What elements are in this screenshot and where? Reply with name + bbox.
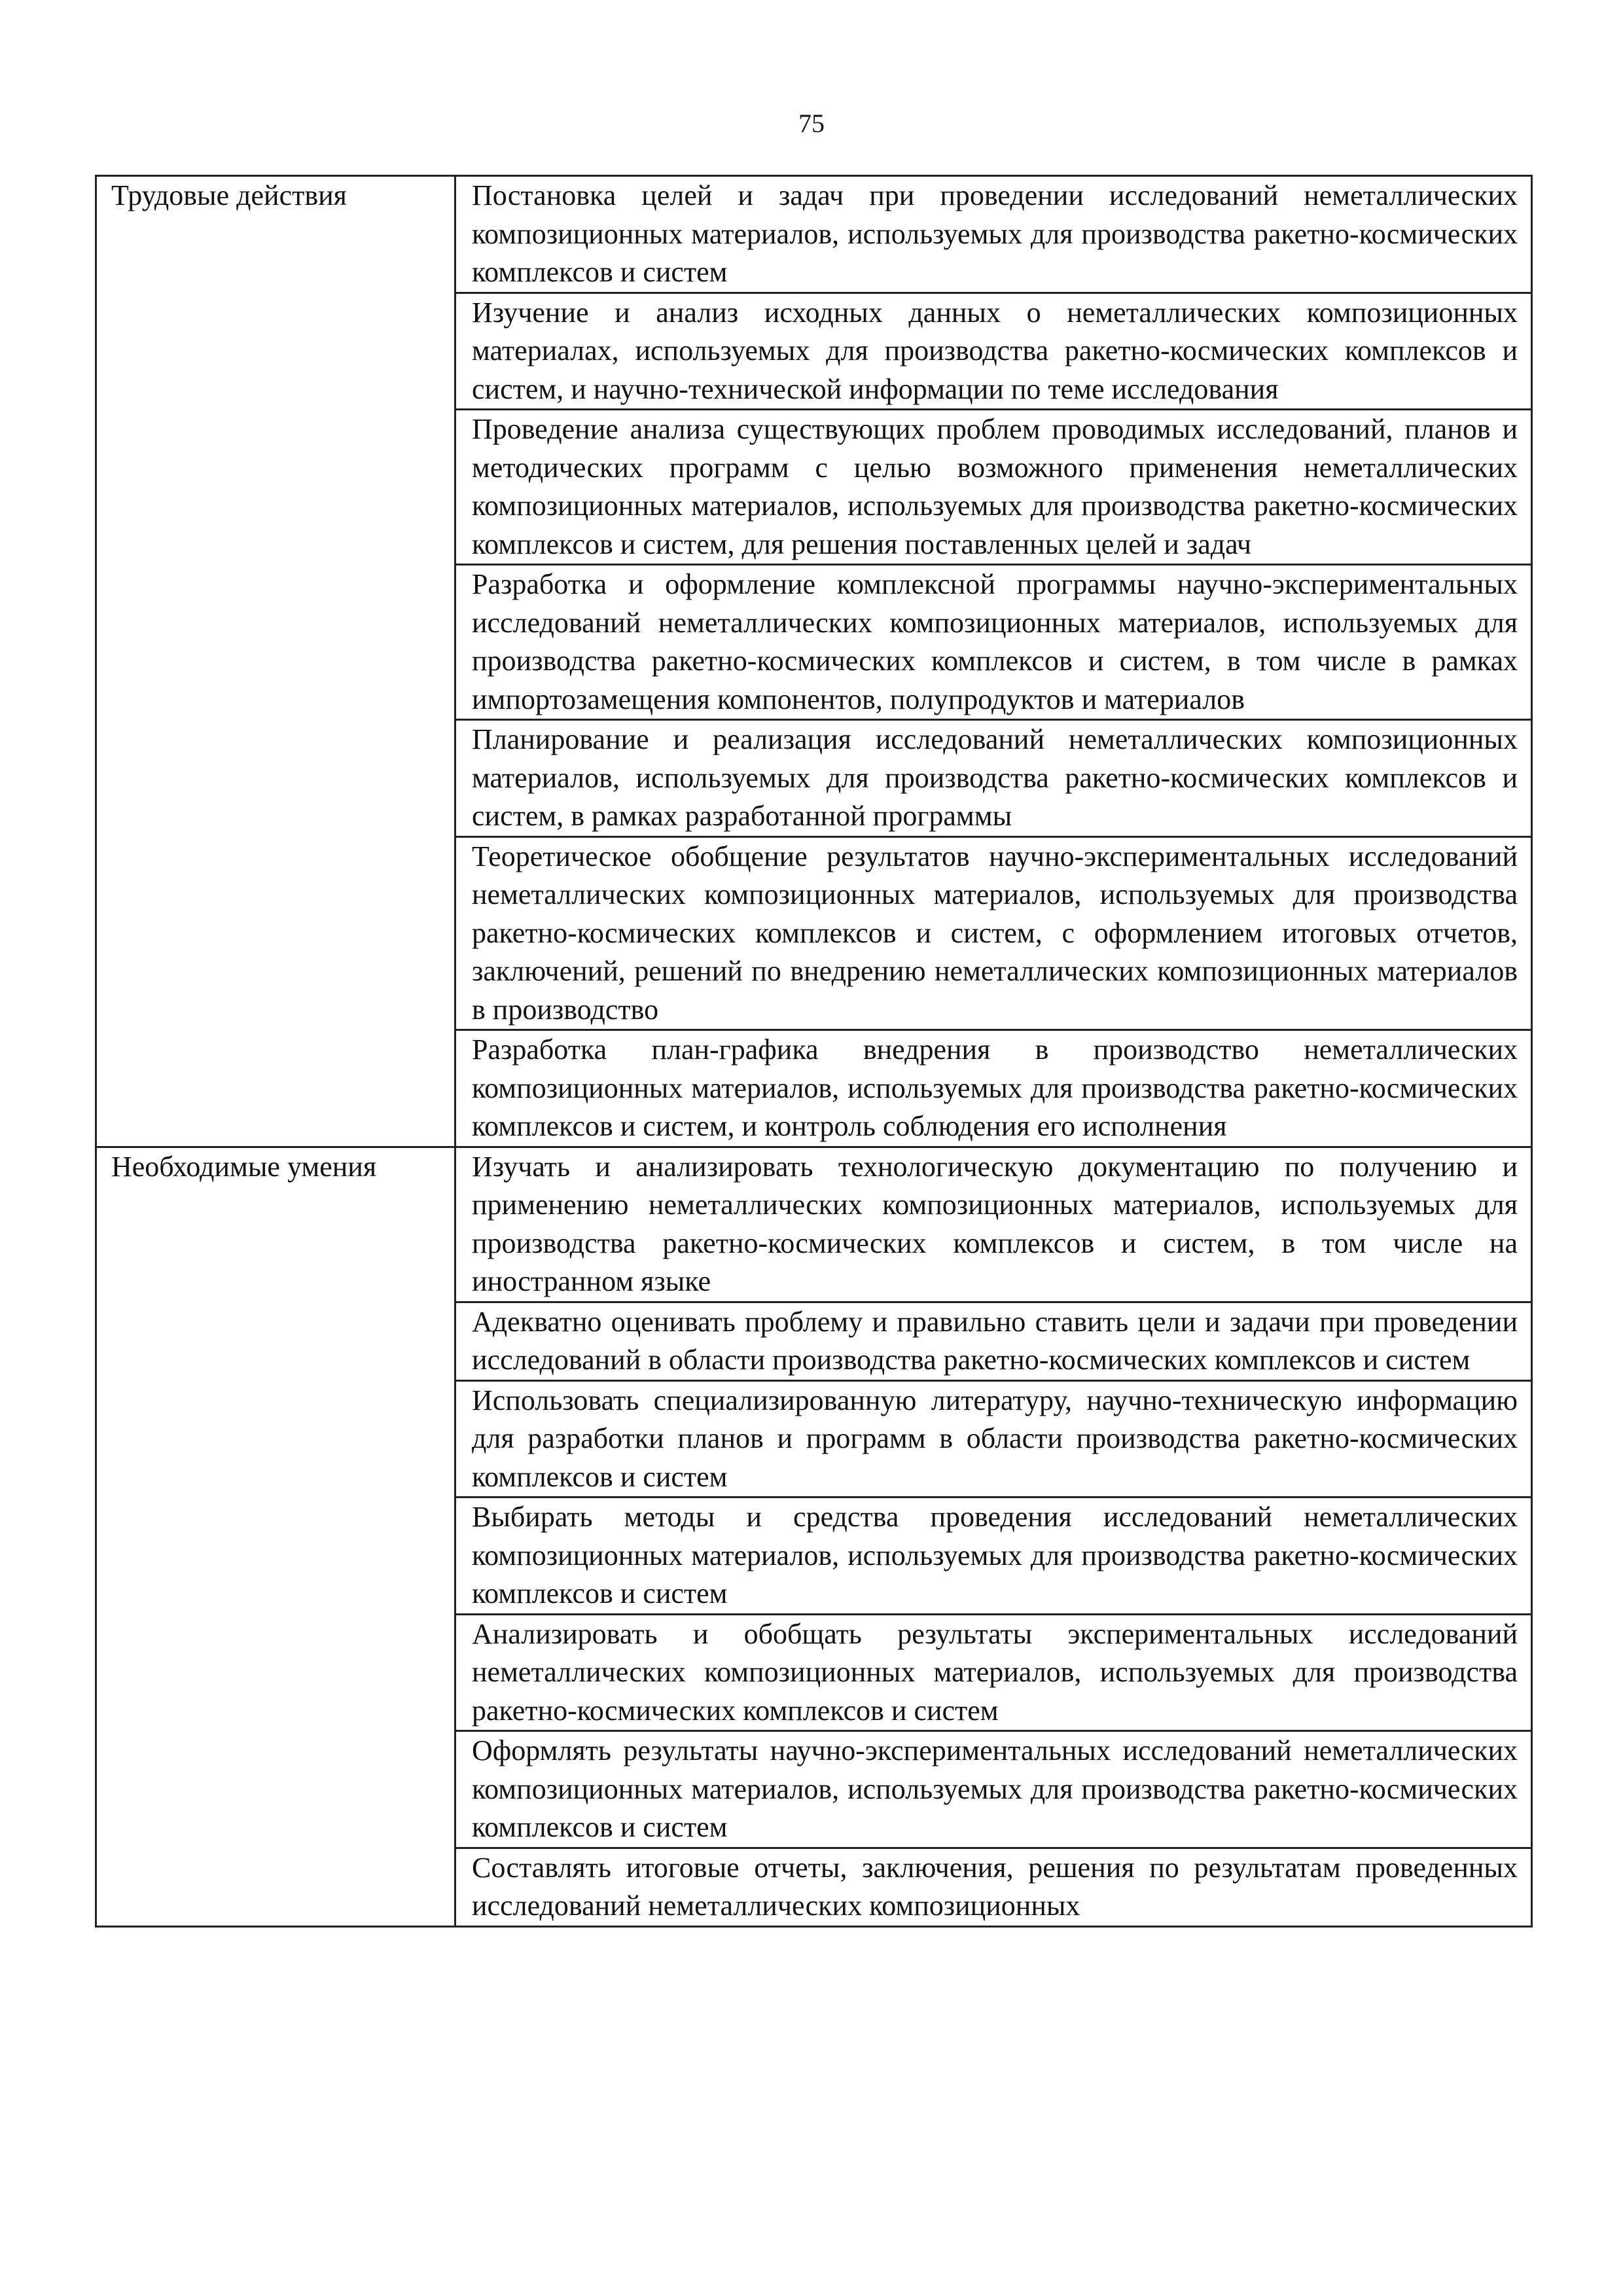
section-label-labor-actions: Трудовые действия — [96, 176, 455, 1147]
table-cell: Составлять итоговые отчеты, заключения, решения по результатам проведенных исследований неметаллических композиционных — [455, 1848, 1532, 1926]
table-cell: Проведение анализа существующих проблем проводимых исследований, планов и методических программ с целью возможного применения неметаллических композиционных материалов, используемых для производства ракетно-космических комплексов и систем, для решения поставленных целей и задач — [455, 410, 1532, 565]
table-cell: Изучать и анализировать технологическую документацию по получению и применению неметаллических композиционных материалов, используемых для производства ракетно-космических комплексов и систем, в том числе на иностранном языке — [455, 1147, 1532, 1302]
table-cell: Планирование и реализация исследований неметаллических композиционных материалов, используемых для производства ракетно-космических комплексов и систем, в рамках разработанной программы — [455, 720, 1532, 837]
table-cell: Разработка план-графика внедрения в производство неметаллических композиционных материалов, используемых для производства ракетно-космических комплексов и систем, и контроль соблюдения его исполнения — [455, 1030, 1532, 1147]
table-row — [96, 176, 1532, 293]
page-number: 75 — [798, 109, 825, 138]
section-label-required-skills: Необходимые умения — [96, 1147, 455, 1926]
table-cell: Использовать специализированную литературу, научно-техническую информацию для разработки планов и программ в области производства ракетно-космических комплексов и систем — [455, 1380, 1532, 1498]
table-cell: Адекватно оценивать проблему и правильно ставить цели и задачи при проведении исследований в области производства ракетно-космических комплексов и систем — [455, 1302, 1532, 1380]
table-cell: Изучение и анализ исходных данных о неметаллических композиционных материалах, используемых для производства ракетно-космических комплексов и систем, и научно-технической информации по теме исследования — [455, 293, 1532, 410]
table-cell: Разработка и оформление комплексной программы научно-экспериментальных исследований неметаллических композиционных материалов, используемых для производства ракетно-космических комплексов и систем, в том числе в рамках импортозамещения компонентов, полупродуктов и материалов — [455, 565, 1532, 720]
table-cell: Оформлять результаты научно-экспериментальных исследований неметаллических композиционных материалов, используемых для производства ракетно-космических комплексов и систем — [455, 1731, 1532, 1848]
table-cell: Теоретическое обобщение результатов научно-экспериментальных исследований неметаллических композиционных материалов, используемых для производства ракетно-космических комплексов и систем, с оформлением итоговых отчетов, заключений, решений по внедрению неметаллических композиционных материалов в производство — [455, 836, 1532, 1030]
table-cell: Анализировать и обобщать результаты экспериментальных исследований неметаллических композиционных материалов, используемых для производства ракетно-космических комплексов и систем — [455, 1614, 1532, 1731]
requirements-table — [95, 175, 1533, 1928]
table-row — [96, 1147, 1532, 1302]
table-cell: Постановка целей и задач при проведении исследований неметаллических композиционных материалов, используемых для производства ракетно-космических комплексов и систем — [455, 176, 1532, 293]
table-cell: Выбирать методы и средства проведения исследований неметаллических композиционных материалов, используемых для производства ракетно-космических комплексов и систем — [455, 1498, 1532, 1615]
